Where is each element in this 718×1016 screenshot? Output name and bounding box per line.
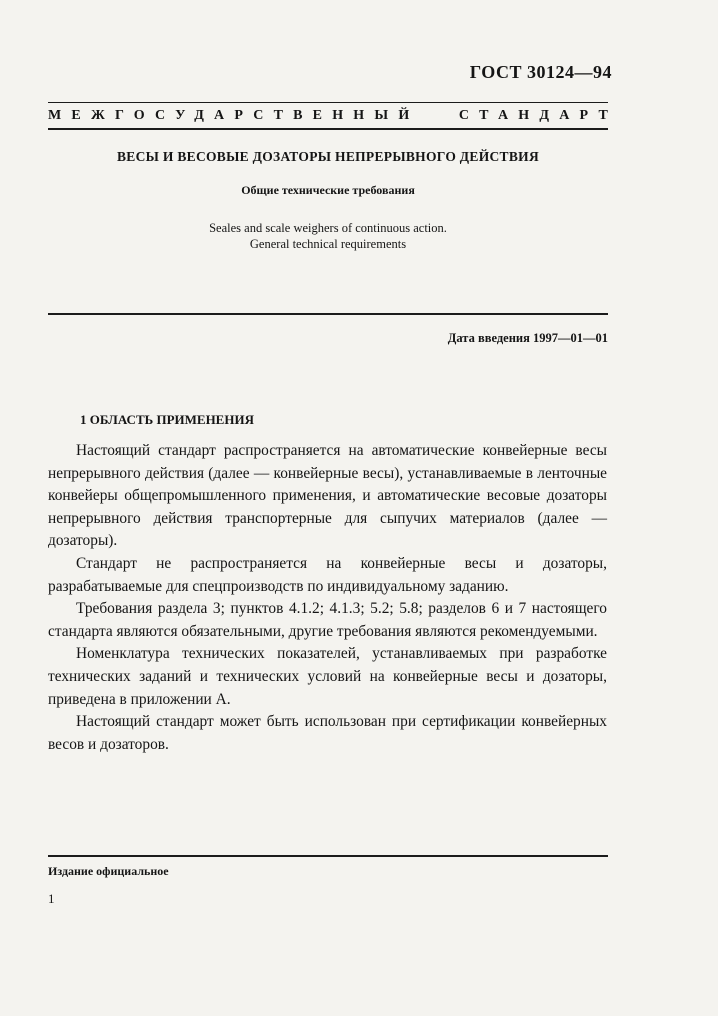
edition-label: Издание официальное — [48, 864, 169, 878]
paragraph: Стандарт не распространяется на конвейерные весы и дозаторы, разрабатываемые для спецпроизводств по индивидуальному заданию. — [48, 554, 607, 595]
header-rule-top — [48, 102, 608, 103]
section-body — [48, 440, 607, 756]
paragraph: Номенклатура технических показателей, устанавливаемых при разработке технических заданий и технических условий на конвейерные весы и дозаторы, приведена в приложении А. — [48, 645, 607, 708]
interstate-standard-banner — [48, 108, 618, 124]
title-block-rule — [48, 313, 608, 315]
document-title: ВЕСЫ И ВЕСОВЫЕ ДОЗАТОРЫ НЕПРЕРЫВНОГО ДЕЙСТВИЯ — [116, 149, 540, 164]
english-title-line-1: Seales and scale weighers of continuous action. — [209, 221, 447, 235]
section-heading: 1 ОБЛАСТЬ ПРИМЕНЕНИЯ — [80, 412, 254, 427]
paragraph: Настоящий стандарт может быть использован при сертификации конвейерных весов и дозаторов. — [48, 713, 607, 753]
page-number: 1 — [48, 891, 55, 906]
paragraph: Требования раздела 3; пунктов 4.1.2; 4.1.3; 5.2; 5.8; разделов 6 и 7 настоящего стандарта являются обязательными, другие требования являются рекомендуемыми. — [48, 600, 607, 640]
english-title-line-2: General technical requirements — [249, 237, 407, 251]
document-number: ГОСТ 30124—94 — [469, 62, 612, 82]
header-rule-bottom — [48, 128, 608, 130]
english-title — [48, 220, 608, 252]
document-subtitle: Общие технические требования — [241, 183, 415, 197]
paragraph: Настоящий стандарт распространяется на автоматические конвейерные весы непрерывного действия (далее — конвейерные весы), устанавливаемые в ленточные конвейеры общепромышленного применения, и автоматические весовые дозаторы непрерывного действия транспортерные для сыпучих материалов (далее — дозаторы). — [48, 442, 607, 550]
introduction-date: Дата введения 1997—01—01 — [447, 331, 608, 345]
footer-rule — [48, 855, 608, 857]
standard-word: СТАНДАРТ — [458, 108, 618, 123]
interstate-word: МЕЖГОСУДАРСТВЕННЫЙ — [48, 108, 420, 123]
